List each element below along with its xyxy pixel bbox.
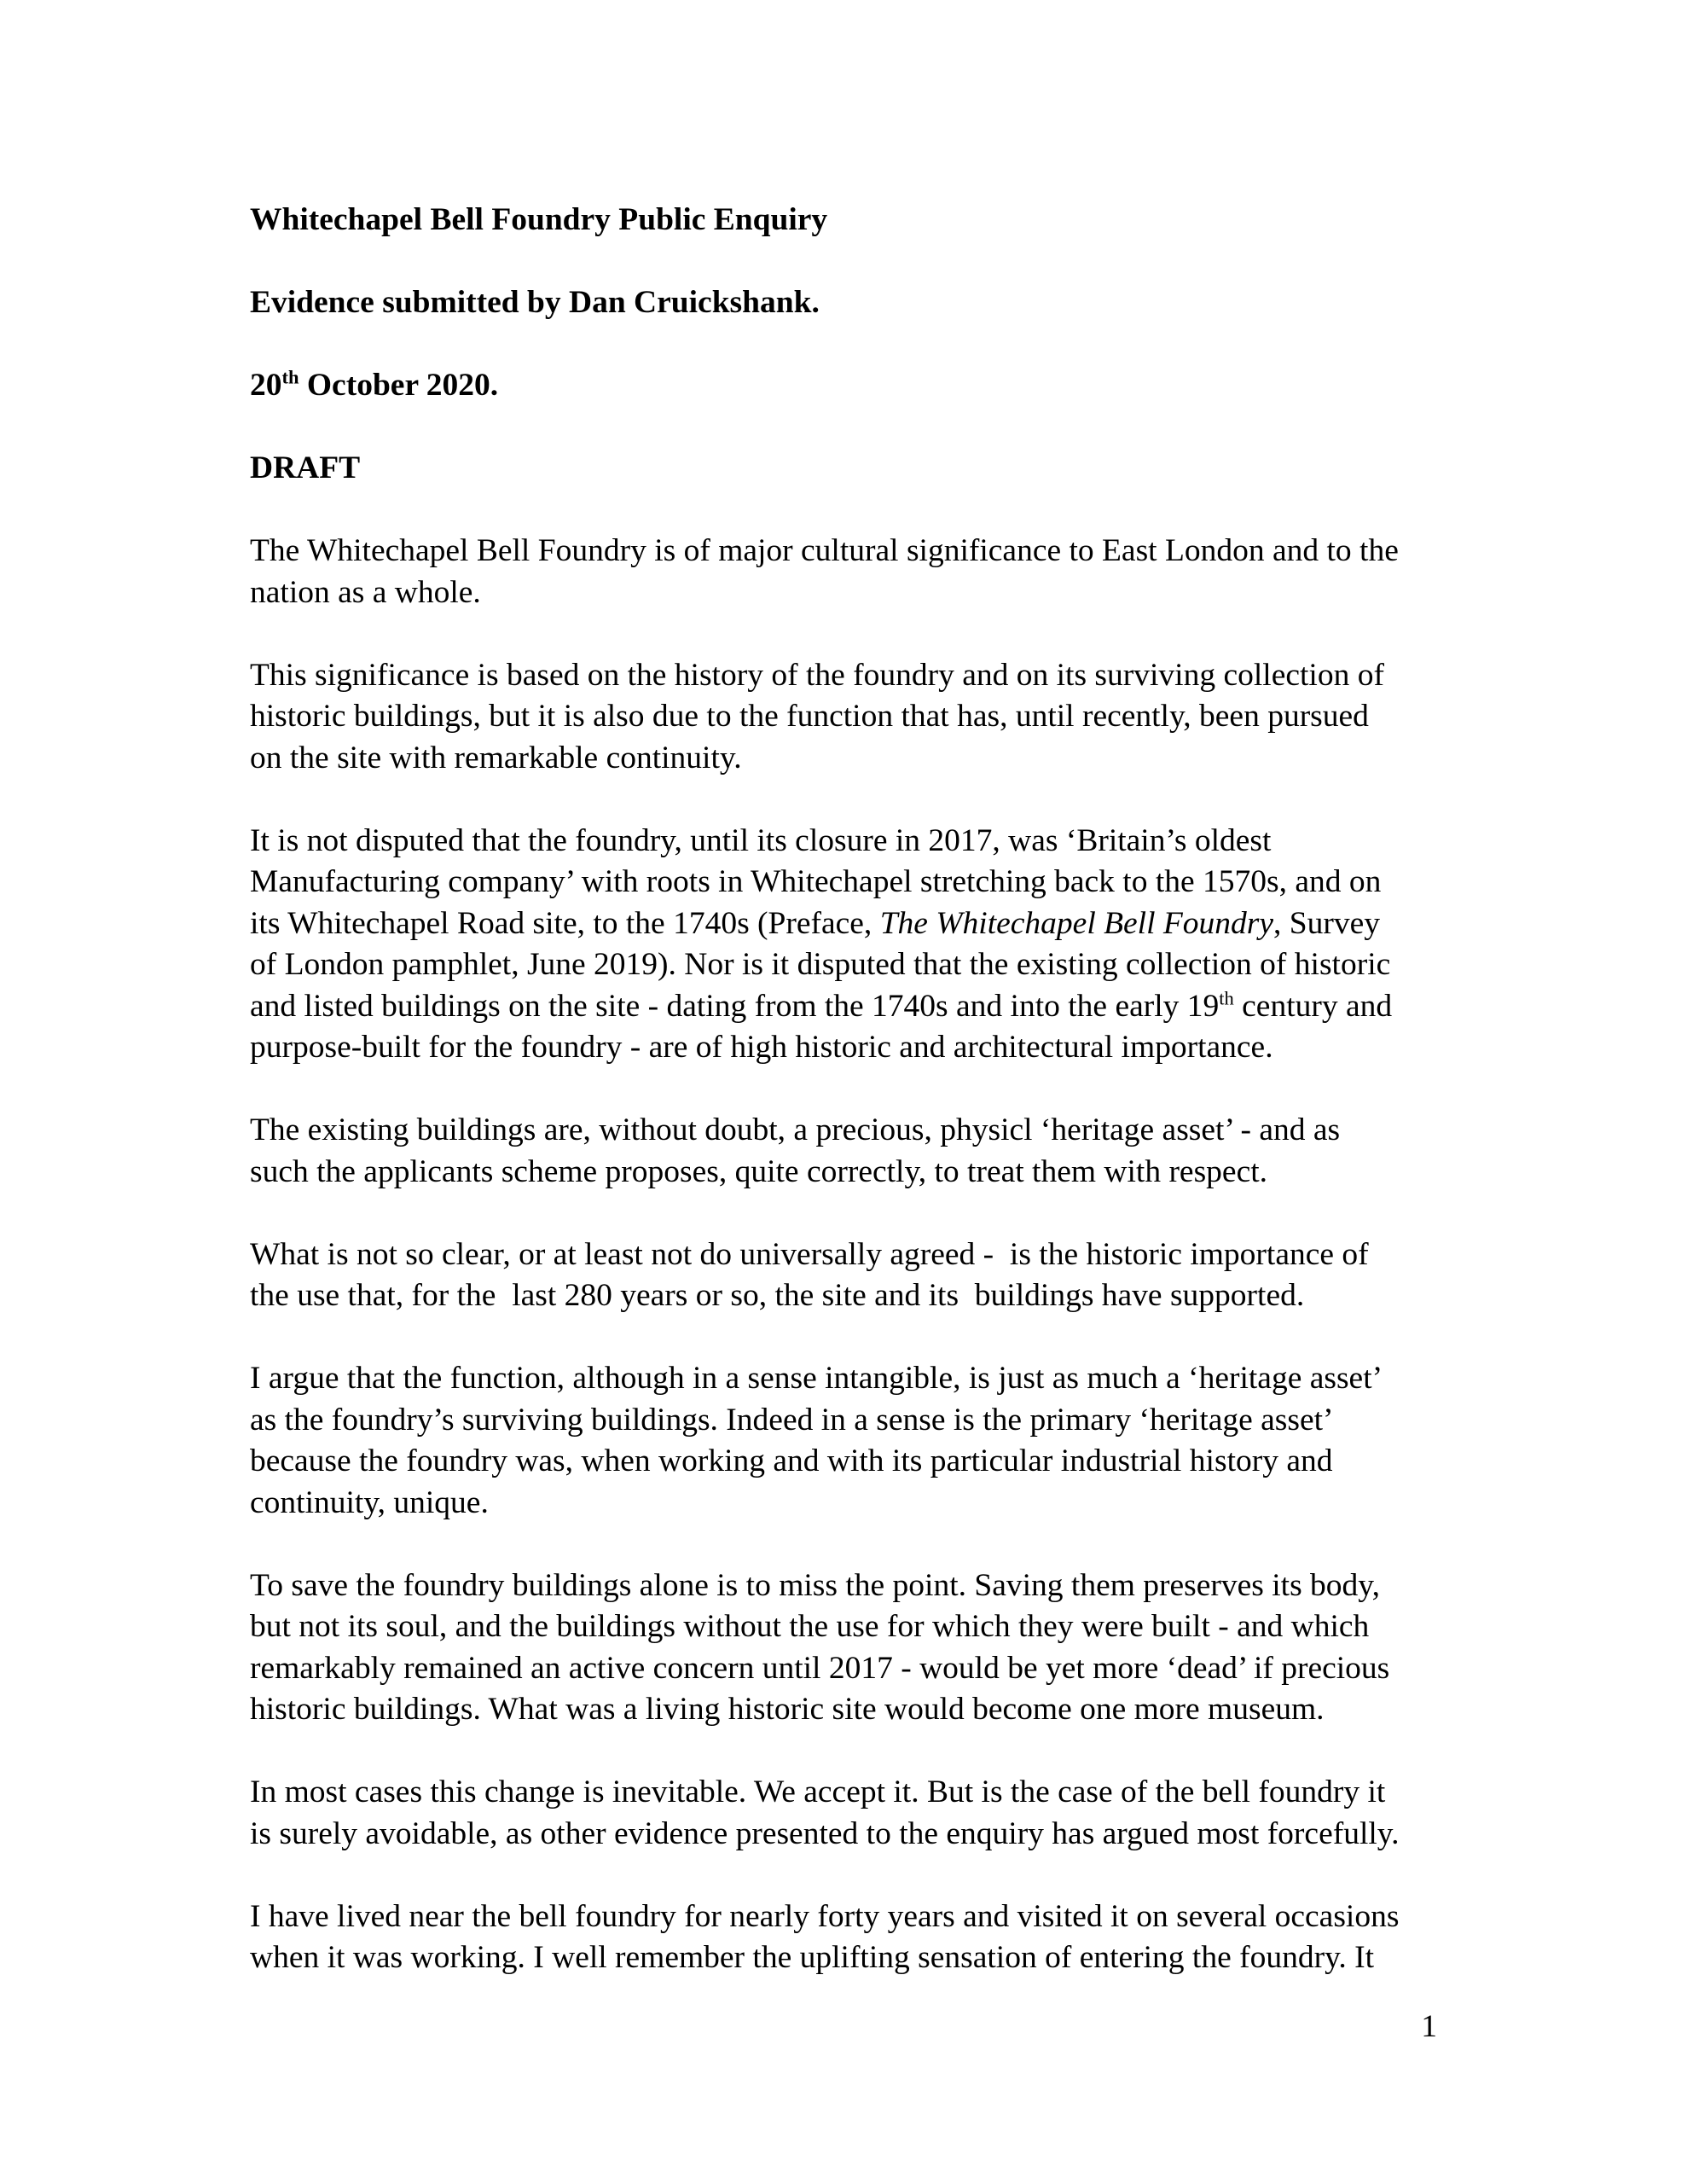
text-line: I argue that the function, although in a sense intangible, is just as much a ‘heritage asset’ [250,1361,1383,1396]
page-number: 1 [1421,2009,1437,2044]
ordinal-superscript: th [1219,987,1234,1008]
date-rest: October 2020. [299,368,499,403]
text-line: This significance is based on the history of the foundry and on its surviving collection of [250,657,1384,693]
text-line: The Whitechapel Bell Foundry is of major cultural significance to East London and to the [250,533,1399,568]
text-line: The existing buildings are, without doubt, a precious, physicl ‘heritage asset’ - and as [250,1112,1341,1147]
text-line: To save the foundry buildings alone is to miss the point. Saving them preserves its body, [250,1567,1380,1603]
paragraph-7 [250,1565,1444,1731]
text-line: but not its soul, and the buildings without the use for which they were built - and which [250,1609,1370,1644]
text-run: century and [1233,988,1393,1024]
text-line: nation as a whole. [250,574,481,610]
date-block [250,365,1444,407]
date-day: 20 [250,368,282,403]
text-line: as the foundry’s surviving buildings. Indeed in a sense is the primary ‘heritage asset’ [250,1402,1334,1438]
text-line [250,986,1444,1028]
text-run: , Survey [1273,905,1381,941]
document-title: Whitechapel Bell Foundry Public Enquiry [250,202,828,237]
text-line: purpose-built for the foundry - are of high historic and architectural importance. [250,1030,1273,1065]
date-ordinal: th [281,366,299,388]
page-content [250,200,1444,2020]
text-run: its Whitechapel Road site, to the 1740s (Preface, [250,905,880,941]
text-line: on the site with remarkable continuity. [250,740,742,775]
text-line: Manufacturing company’ with roots in Whitechapel stretching back to the 1570s, and on [250,864,1382,899]
byline-block [250,282,1444,324]
text-line: remarkably remained an active concern until 2017 - would be yet more ‘dead’ if precious [250,1650,1390,1686]
paragraph-8 [250,1772,1444,1855]
text-line: of London pamphlet, June 2019). Nor is it disputed that the existing collection of historic [250,947,1391,982]
paragraph-9 [250,1896,1444,1979]
text-line: What is not so clear, or at least not do universally agreed - is the historic importance of [250,1236,1369,1272]
italic-book-title: The Whitechapel Bell Foundry [879,905,1274,941]
document-title-block [250,200,1444,241]
paragraph-2 [250,655,1444,780]
text-line: the use that, for the last 280 years or so, the site and its buildings have supported. [250,1278,1305,1313]
paragraph-6 [250,1358,1444,1524]
draft-label: DRAFT [250,450,361,485]
text-line: when it was working. I well remember the uplifting sensation of entering the foundry. It [250,1940,1375,1975]
paragraph-5 [250,1234,1444,1317]
text-line: is surely avoidable, as other evidence presented to the enquiry has argued most forcefully. [250,1815,1400,1851]
paragraph-4 [250,1110,1444,1193]
text-line [250,903,1444,945]
text-line: I have lived near the bell foundry for nearly forty years and visited it on several occasions [250,1898,1400,1934]
text-line: historic buildings. What was a living historic site would become one more museum. [250,1692,1325,1727]
text-line: because the foundry was, when working and with its particular industrial history and [250,1443,1333,1478]
text-line: historic buildings, but it is also due to the function that has, until recently, been pursued [250,699,1369,734]
byline: Evidence submitted by Dan Cruickshank. [250,285,820,320]
text-line: continuity, unique. [250,1484,489,1520]
text-line: In most cases this change is inevitable. We accept it. But is the case of the bell foundry it [250,1774,1386,1809]
date-line [250,365,1444,407]
text-line: such the applicants scheme proposes, quite correctly, to treat them with respect. [250,1153,1268,1189]
paragraph-3 [250,821,1444,1069]
draft-block [250,448,1444,490]
text-line: It is not disputed that the foundry, until its closure in 2017, was ‘Britain’s oldest [250,822,1272,858]
paragraph-1 [250,531,1444,613]
text-run: and listed buildings on the site - dating from the 1740s and into the early 19 [250,988,1220,1024]
